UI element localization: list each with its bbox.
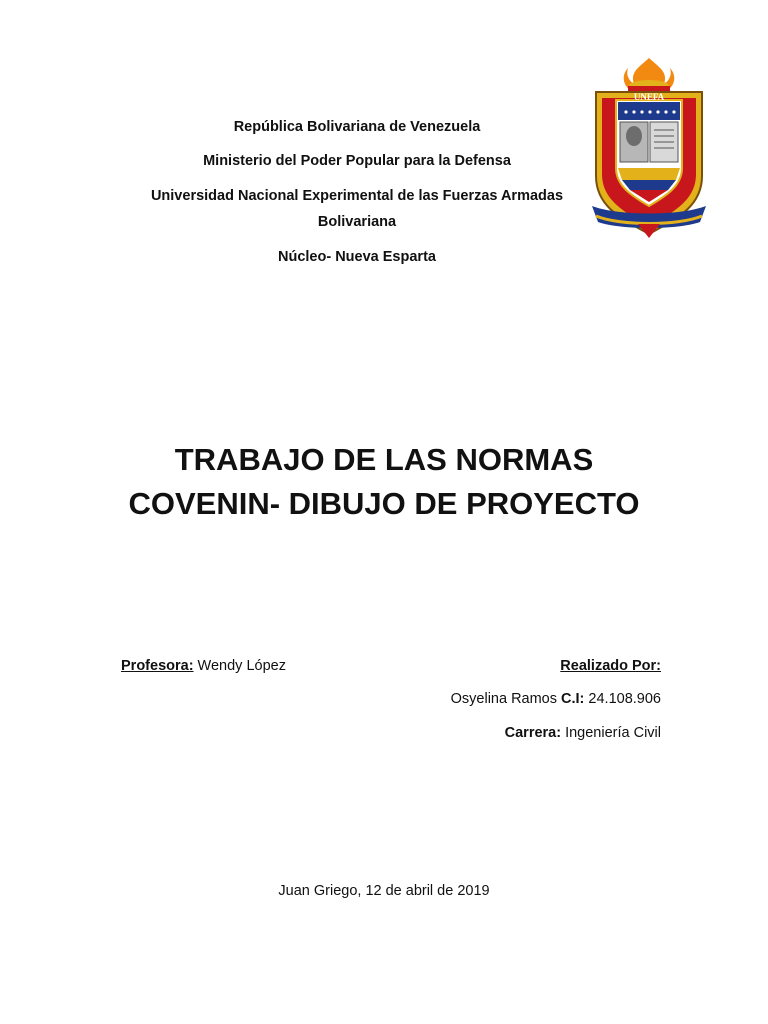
- place-date: Juan Griego, 12 de abril de 2019: [278, 883, 490, 899]
- logo-acronym: UNEFA: [633, 92, 665, 102]
- profesora-line: [121, 656, 286, 676]
- student-line: [451, 689, 661, 709]
- realizado-label: Realizado Por:: [560, 658, 661, 674]
- header-nucleo: Núcleo- Nueva Esparta: [278, 249, 436, 265]
- unefa-logo: [588, 56, 710, 240]
- profesora-value: Wendy López: [193, 658, 286, 674]
- title-line2: COVENIN- DIBUJO DE PROYECTO: [128, 486, 640, 521]
- title-line1: TRABAJO DE LAS NORMAS: [174, 442, 594, 477]
- header-ministry: Ministerio del Poder Popular para la Defensa: [203, 153, 511, 169]
- document-title: [60, 438, 708, 526]
- header-university-line2: Bolivariana: [317, 214, 397, 230]
- carrera-value: Ingeniería Civil: [561, 725, 661, 741]
- header-republic: República Bolivariana de Venezuela: [233, 119, 481, 135]
- ci-label: C.I:: [561, 691, 585, 707]
- profesora-label: Profesora:: [121, 658, 194, 674]
- ci-value: 24.108.906: [584, 691, 661, 707]
- student-name: Osyelina Ramos: [450, 691, 562, 707]
- carrera-line: [505, 723, 661, 743]
- carrera-label: Carrera:: [504, 725, 562, 741]
- realizado-por-line: [560, 656, 661, 676]
- header-university-line1: Universidad Nacional Experimental de las Fuerzas Armadas: [150, 188, 564, 204]
